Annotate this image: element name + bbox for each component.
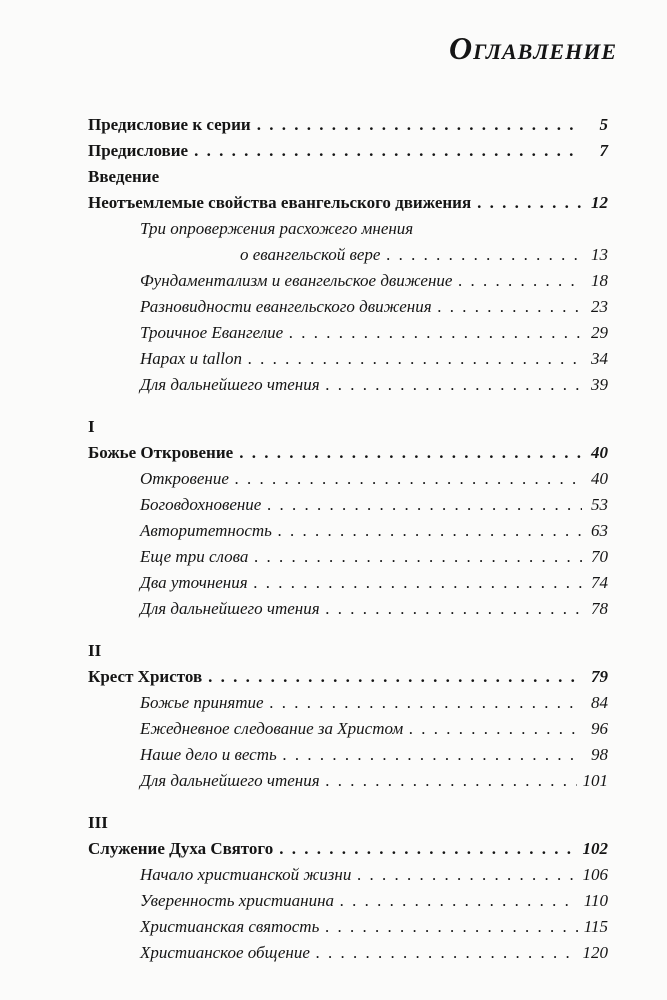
dot-leader bbox=[279, 836, 576, 862]
part-number-label: I bbox=[88, 417, 95, 436]
toc-subentry-label: Божье принятие bbox=[140, 693, 264, 712]
toc-subentry bbox=[88, 570, 608, 596]
dot-leader bbox=[326, 768, 577, 794]
toc-entry-page: 70 bbox=[591, 547, 608, 566]
toc-subentry bbox=[88, 940, 608, 966]
toc-entry-page: 115 bbox=[583, 917, 608, 936]
dot-leader bbox=[386, 242, 582, 268]
toc-entry bbox=[88, 664, 608, 690]
toc-entry-page: 74 bbox=[591, 573, 608, 592]
toc-entry-page: 12 bbox=[591, 193, 608, 212]
dot-leader bbox=[438, 294, 582, 320]
part-number-label: III bbox=[88, 813, 108, 832]
dot-leader bbox=[235, 466, 582, 492]
toc-subentry-label: Три опровержения расхожего мнения bbox=[140, 219, 414, 238]
toc-entry-page: 110 bbox=[583, 891, 608, 910]
toc-entry-page: 53 bbox=[591, 495, 608, 514]
toc-subentry-label: Ежедневное следование за Христом bbox=[140, 719, 404, 738]
toc-entry-page: 13 bbox=[591, 245, 608, 264]
dot-leader bbox=[316, 940, 577, 966]
toc-entry-label: Божье Откровение bbox=[88, 443, 234, 462]
toc-subentry bbox=[88, 768, 608, 794]
toc-subentry bbox=[88, 216, 608, 242]
toc-subentry bbox=[88, 320, 608, 346]
toc-entry-page: 23 bbox=[591, 297, 608, 316]
toc-entry-page: 7 bbox=[599, 141, 608, 160]
toc-subentry bbox=[88, 716, 608, 742]
table-of-contents bbox=[88, 112, 608, 966]
toc-entry-page: 98 bbox=[591, 745, 608, 764]
toc-subentry bbox=[88, 690, 608, 716]
page-title: Оглавление bbox=[449, 30, 617, 66]
toc-subentry-label: Уверенность христианина bbox=[140, 891, 335, 910]
toc-entry bbox=[88, 836, 608, 862]
toc-entry-label: Неотъемлемые свойства евангельского движения bbox=[88, 193, 472, 212]
toc-entry-page: 101 bbox=[582, 771, 608, 790]
toc-subentry-label: Два уточнения bbox=[140, 573, 248, 592]
toc-entry-page: 18 bbox=[591, 271, 608, 290]
dot-leader bbox=[357, 862, 576, 888]
dot-leader bbox=[325, 914, 577, 940]
toc-subentry-label: Для дальнейшего чтения bbox=[140, 771, 320, 790]
toc-subentry-label: Для дальнейшего чтения bbox=[140, 375, 320, 394]
dot-leader bbox=[289, 320, 582, 346]
dot-leader bbox=[409, 716, 582, 742]
toc-subentry bbox=[88, 596, 608, 622]
dot-leader bbox=[248, 346, 582, 372]
toc-entry-label: Предисловие к серии bbox=[88, 115, 251, 134]
toc-entry-page: 102 bbox=[582, 839, 608, 858]
dot-leader bbox=[254, 570, 582, 596]
toc-entry bbox=[88, 440, 608, 466]
toc-entry-page: 40 bbox=[591, 443, 608, 462]
part-number-label: II bbox=[88, 641, 102, 660]
toc-subentry-label: Авторитетность bbox=[140, 521, 272, 540]
toc-subentry-label: Боговдохновение bbox=[140, 495, 262, 514]
toc-entry-page: 39 bbox=[591, 375, 608, 394]
dot-leader bbox=[208, 664, 582, 690]
toc-entry-label: Крест Христов bbox=[88, 667, 203, 686]
dot-leader bbox=[270, 690, 582, 716]
dot-leader bbox=[257, 112, 582, 138]
toc-entry-page: 34 bbox=[591, 349, 608, 368]
dot-leader bbox=[267, 492, 582, 518]
toc-subentry-label: Христианская святость bbox=[140, 917, 320, 936]
toc-subentry bbox=[88, 914, 608, 940]
dot-leader bbox=[458, 268, 582, 294]
toc-entry-page: 78 bbox=[591, 599, 608, 618]
section-heading-label: Введение bbox=[88, 167, 160, 186]
section-heading bbox=[88, 164, 608, 190]
dot-leader bbox=[326, 372, 582, 398]
toc-subentry-label: Для дальнейшего чтения bbox=[140, 599, 320, 618]
toc-subentry-label: о евангельской вере bbox=[240, 245, 381, 264]
dot-leader bbox=[194, 138, 582, 164]
toc-entry-page: 106 bbox=[582, 865, 608, 884]
toc-subentry bbox=[88, 242, 608, 268]
dot-leader bbox=[278, 518, 582, 544]
part-number bbox=[88, 638, 608, 664]
dot-leader bbox=[326, 596, 582, 622]
toc-subentry-label: Наше дело и весть bbox=[140, 745, 277, 764]
toc-subentry bbox=[88, 346, 608, 372]
toc-entry bbox=[88, 112, 608, 138]
toc-subentry-label: Еще три слова bbox=[140, 547, 249, 566]
toc-subentry bbox=[88, 742, 608, 768]
toc-subentry-label: Разновидности евангельского движения bbox=[140, 297, 432, 316]
dot-leader bbox=[340, 888, 578, 914]
part-number bbox=[88, 414, 608, 440]
toc-entry-page: 29 bbox=[591, 323, 608, 342]
dot-leader bbox=[239, 440, 582, 466]
toc-subentry-label: Троичное Евангелие bbox=[140, 323, 284, 342]
toc-entry-page: 84 bbox=[591, 693, 608, 712]
toc-subentry bbox=[88, 466, 608, 492]
toc-subentry bbox=[88, 372, 608, 398]
toc-entry-page: 120 bbox=[582, 943, 608, 962]
toc-subentry bbox=[88, 492, 608, 518]
toc-subentry bbox=[88, 862, 608, 888]
dot-leader bbox=[283, 742, 582, 768]
toc-subentry bbox=[88, 268, 608, 294]
toc-entry-label: Служение Духа Святого bbox=[88, 839, 274, 858]
toc-subentry bbox=[88, 544, 608, 570]
toc-entry-page: 63 bbox=[591, 521, 608, 540]
toc-entry-label: Предисловие bbox=[88, 141, 189, 160]
dot-leader bbox=[477, 190, 582, 216]
toc-entry bbox=[88, 138, 608, 164]
toc-entry-page: 79 bbox=[591, 667, 608, 686]
toc-entry-page: 5 bbox=[599, 115, 608, 134]
toc-subentry-label: Христианское общение bbox=[140, 943, 310, 962]
toc-entry-page: 96 bbox=[591, 719, 608, 738]
toc-subentry bbox=[88, 888, 608, 914]
toc-subentry-label: Откровение bbox=[140, 469, 229, 488]
toc-subentry-label: Начало христианской жизни bbox=[140, 865, 352, 884]
dot-leader bbox=[254, 544, 582, 570]
toc-subentry bbox=[88, 294, 608, 320]
toc-entry-page: 40 bbox=[591, 469, 608, 488]
toc-subentry-label: Фундаментализм и евангельское движение bbox=[140, 271, 453, 290]
toc-entry bbox=[88, 190, 608, 216]
toc-subentry bbox=[88, 518, 608, 544]
part-number bbox=[88, 810, 608, 836]
toc-subentry-label: Нарах и tallon bbox=[140, 349, 242, 368]
